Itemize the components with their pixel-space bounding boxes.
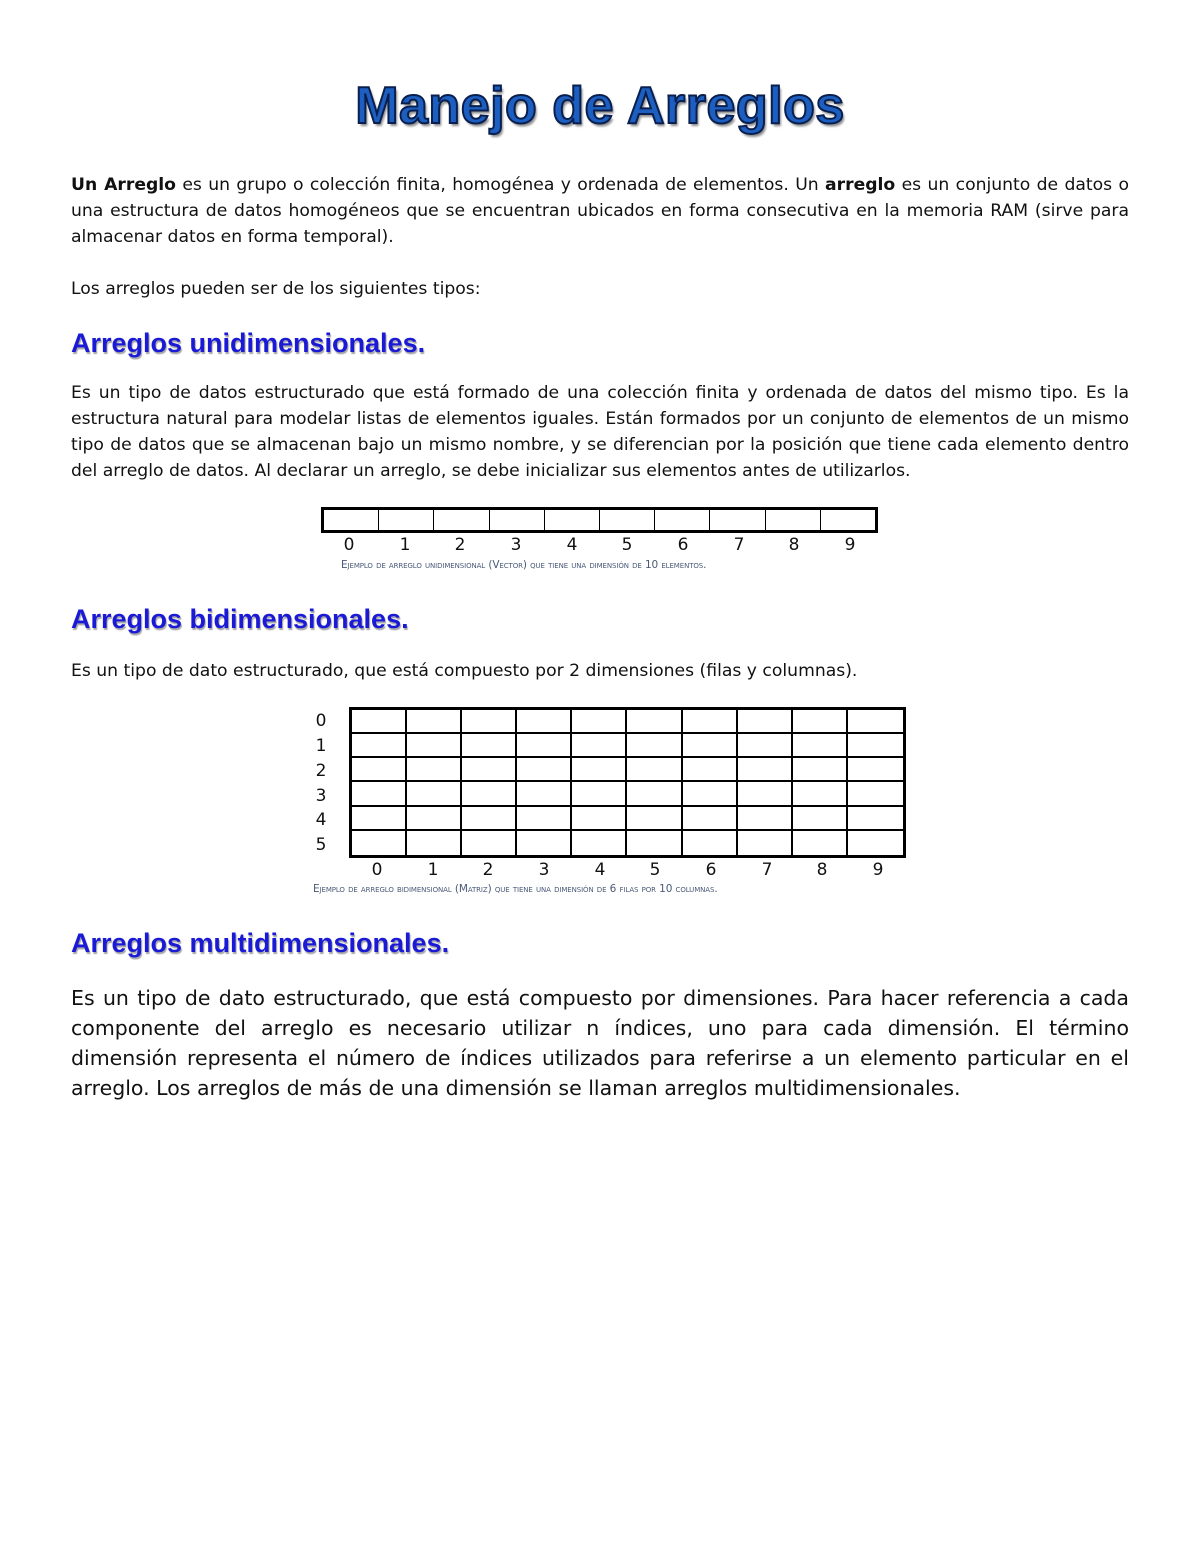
matrix-cell bbox=[352, 710, 407, 734]
term-arreglo: arreglo bbox=[825, 175, 896, 195]
matrix-col-index: 7 bbox=[761, 860, 773, 880]
matrix-cell bbox=[572, 807, 627, 831]
vector-index: 9 bbox=[844, 535, 856, 555]
matrix-cell bbox=[848, 782, 903, 806]
matrix-col-index: 4 bbox=[594, 860, 606, 880]
matrix-cell bbox=[407, 807, 462, 831]
matrix-cell bbox=[572, 710, 627, 734]
matrix-cell bbox=[462, 710, 517, 734]
matrix-cell bbox=[517, 710, 572, 734]
matrix-col-index: 3 bbox=[538, 860, 550, 880]
matrix-cell bbox=[683, 782, 738, 806]
matrix-cell bbox=[462, 758, 517, 782]
matrix-col-index: 5 bbox=[649, 860, 661, 880]
matrix-cell bbox=[352, 782, 407, 806]
matrix-col-index: 0 bbox=[371, 860, 383, 880]
matrix-cell bbox=[848, 758, 903, 782]
matrix-cell bbox=[683, 734, 738, 758]
page-title: Manejo de Arreglos bbox=[355, 77, 845, 135]
vector-cell bbox=[379, 510, 434, 530]
matrix-cell bbox=[627, 782, 682, 806]
matrix-row-index: 1 bbox=[315, 736, 327, 756]
matrix-cell bbox=[517, 758, 572, 782]
vector-cell bbox=[545, 510, 600, 530]
matrix-cell bbox=[407, 831, 462, 855]
matrix-cell bbox=[627, 758, 682, 782]
matrix-row-index: 5 bbox=[315, 835, 327, 855]
matrix-cell bbox=[848, 807, 903, 831]
vector-diagram bbox=[321, 507, 878, 533]
matrix-col-index: 8 bbox=[816, 860, 828, 880]
vector-caption: Ejemplo de arreglo unidimensional (Vector) que tiene una dimensión de 10 elementos. bbox=[341, 559, 707, 571]
matrix-cell bbox=[793, 710, 848, 734]
matrix-cell bbox=[462, 807, 517, 831]
matrix-cell bbox=[352, 807, 407, 831]
matrix-row-index: 0 bbox=[315, 711, 327, 731]
matrix-cell bbox=[627, 734, 682, 758]
matrix-col-index: 6 bbox=[705, 860, 717, 880]
matrix-cell bbox=[683, 807, 738, 831]
unidimensional-paragraph: Es un tipo de datos estructurado que está formado de una colección finita y ordenada de datos del mismo tipo. Es la estructura natural para modelar listas de elementos iguales. Están formados por un conjunto de elementos de un mismo tipo de datos que se almacenan bajo un mismo nombre, y se diferencian por la posición que tiene cada elemento dentro del arreglo de datos. Al declarar un arreglo, se debe inicializar sus elementos antes de utilizarlos. bbox=[71, 383, 1129, 481]
matrix-cell bbox=[793, 807, 848, 831]
matrix-cell bbox=[462, 782, 517, 806]
matrix-caption: Ejemplo de arreglo bidimensional (Matriz) que tiene una dimensión de 6 filas por 10 columnas. bbox=[313, 883, 718, 895]
matrix-cell bbox=[683, 758, 738, 782]
types-intro-line: Los arreglos pueden ser de los siguientes tipos: bbox=[71, 279, 481, 299]
vector-cell bbox=[490, 510, 545, 530]
matrix-cell bbox=[738, 782, 793, 806]
term-un-arreglo: Un Arreglo bbox=[71, 175, 176, 195]
heading-bidimensional: Arreglos bidimensionales. bbox=[71, 604, 409, 634]
matrix-cell bbox=[738, 710, 793, 734]
matrix-cell bbox=[462, 734, 517, 758]
vector-index: 0 bbox=[343, 535, 355, 555]
matrix-cell bbox=[352, 831, 407, 855]
matrix-cell bbox=[572, 758, 627, 782]
vector-cell bbox=[821, 510, 875, 530]
matrix-cell bbox=[738, 758, 793, 782]
vector-cell bbox=[324, 510, 379, 530]
vector-index: 8 bbox=[788, 535, 800, 555]
multidimensional-paragraph: Es un tipo de dato estructurado, que está compuesto por dimensiones. Para hacer referencia a cada componente del arreglo es necesario utilizar n índices, uno para cada dimensión. El término dimensión representa el número de índices utilizados para referirse a un elemento particular en el arreglo. Los arreglos de más de una dimensión se llaman arreglos multidimensionales. bbox=[71, 986, 1129, 1100]
heading-unidimensional: Arreglos unidimensionales. bbox=[71, 328, 426, 358]
matrix-col-index: 2 bbox=[482, 860, 494, 880]
matrix-cell bbox=[738, 807, 793, 831]
matrix-cell bbox=[683, 831, 738, 855]
intro-paragraph bbox=[71, 172, 1129, 250]
matrix-cell bbox=[848, 831, 903, 855]
matrix-cell bbox=[738, 734, 793, 758]
vector-cell bbox=[766, 510, 821, 530]
matrix-cell bbox=[517, 782, 572, 806]
matrix-diagram bbox=[349, 707, 906, 858]
vector-cell bbox=[655, 510, 710, 530]
matrix-cell bbox=[793, 782, 848, 806]
matrix-cell bbox=[793, 831, 848, 855]
matrix-cell bbox=[572, 831, 627, 855]
matrix-cell bbox=[848, 734, 903, 758]
vector-index: 7 bbox=[733, 535, 745, 555]
matrix-cell bbox=[793, 734, 848, 758]
vector-index: 2 bbox=[454, 535, 466, 555]
vector-index: 4 bbox=[566, 535, 578, 555]
bidimensional-paragraph: Es un tipo de dato estructurado, que está compuesto por 2 dimensiones (filas y columnas). bbox=[71, 661, 858, 681]
vector-cell bbox=[710, 510, 765, 530]
vector-index: 1 bbox=[399, 535, 411, 555]
vector-index: 3 bbox=[510, 535, 522, 555]
matrix-cell bbox=[683, 710, 738, 734]
matrix-cell bbox=[738, 831, 793, 855]
vector-index: 5 bbox=[621, 535, 633, 555]
matrix-cell bbox=[627, 710, 682, 734]
matrix-cell bbox=[352, 758, 407, 782]
matrix-cell bbox=[572, 782, 627, 806]
matrix-cell bbox=[407, 782, 462, 806]
matrix-cell bbox=[517, 734, 572, 758]
matrix-col-index: 1 bbox=[427, 860, 439, 880]
matrix-row-index: 4 bbox=[315, 810, 327, 830]
matrix-cell bbox=[848, 710, 903, 734]
matrix-cell bbox=[793, 758, 848, 782]
matrix-row-index: 3 bbox=[315, 786, 327, 806]
matrix-row-index: 2 bbox=[315, 761, 327, 781]
matrix-cell bbox=[517, 807, 572, 831]
matrix-cell bbox=[352, 734, 407, 758]
matrix-cell bbox=[407, 758, 462, 782]
heading-multidimensional: Arreglos multidimensionales. bbox=[71, 928, 450, 958]
intro-text-2: es un conjunto de datos o una estructura de datos homogéneos que se encuentran ubicados en forma consecutiva en la memoria RAM (sirve para almacenar datos en forma temporal). bbox=[71, 175, 1129, 247]
vector-index: 6 bbox=[677, 535, 689, 555]
vector-cell bbox=[434, 510, 489, 530]
matrix-cell bbox=[407, 734, 462, 758]
matrix-col-index: 9 bbox=[872, 860, 884, 880]
vector-cell bbox=[600, 510, 655, 530]
intro-text-1: es un grupo o colección finita, homogénea y ordenada de elementos. Un bbox=[175, 175, 826, 195]
matrix-cell bbox=[517, 831, 572, 855]
matrix-cell bbox=[627, 807, 682, 831]
matrix-cell bbox=[407, 710, 462, 734]
matrix-cell bbox=[627, 831, 682, 855]
matrix-cell bbox=[462, 831, 517, 855]
matrix-cell bbox=[572, 734, 627, 758]
